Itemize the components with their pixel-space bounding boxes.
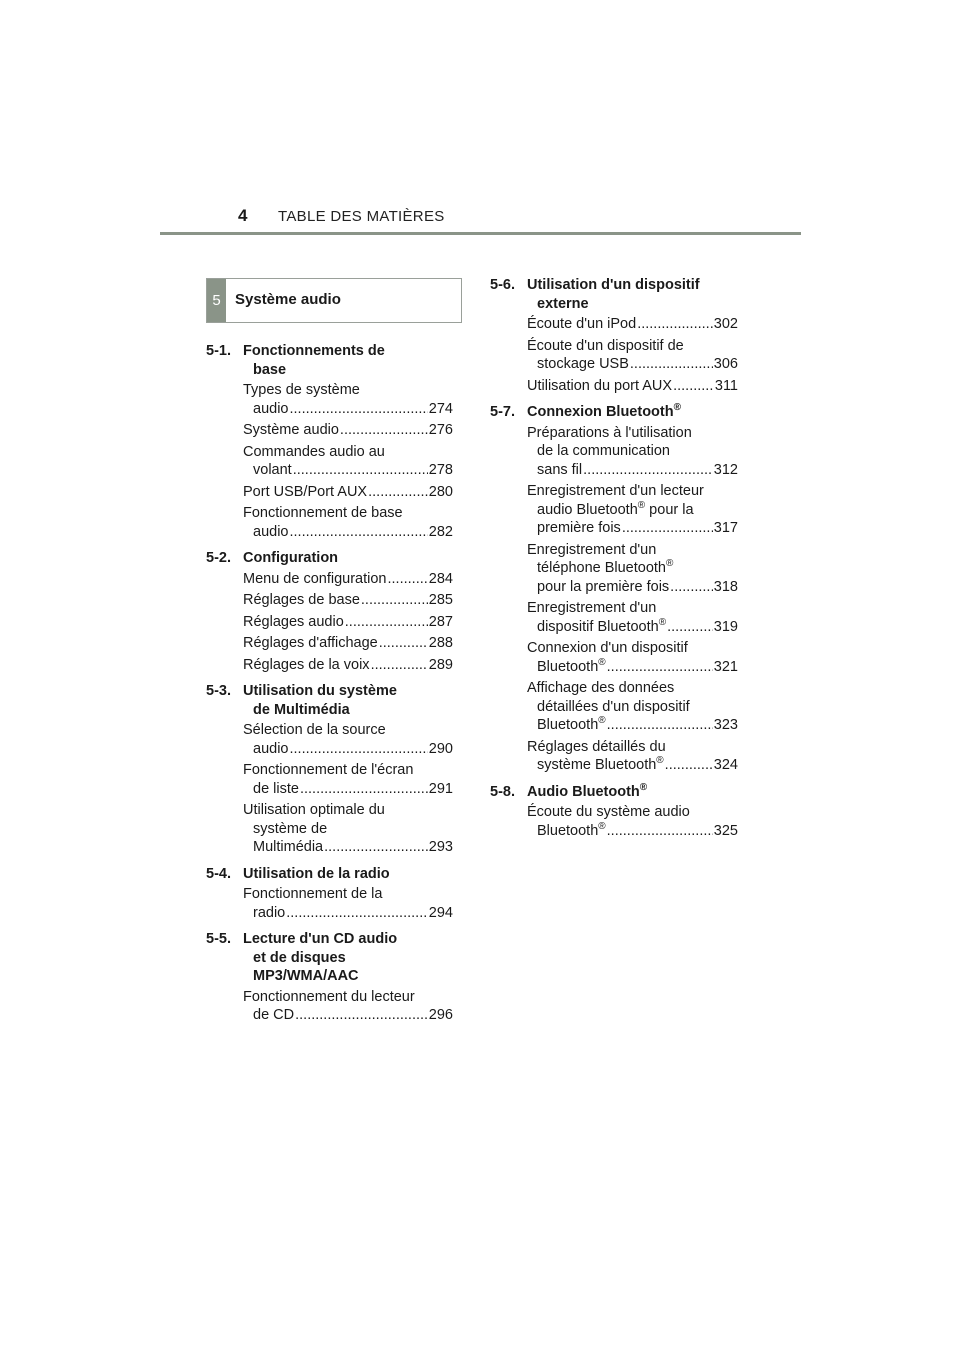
entry-text: Utilisation du port AUX [527,377,673,394]
entry-text: Écoute d'un iPod [527,316,637,332]
page-ref: 285 [428,592,453,608]
entry-text: Bluetooth® [537,715,606,733]
toc-chapter-5-7[interactable] [490,403,738,422]
page-ref: 278 [428,462,453,478]
entry-text: dispositif Bluetooth® [537,616,667,635]
toc-chapter-5-1[interactable] [206,342,453,379]
toc-entry[interactable] [243,634,453,653]
entry-text: Bluetooth® [537,820,606,839]
entry-text: Préparations à l'utilisation [527,424,692,441]
toc-entry[interactable] [527,541,738,597]
chapter-title: Fonctionnements de base [243,343,385,378]
toc-entry[interactable] [527,315,738,334]
toc-entry[interactable] [243,483,453,502]
toc-entry[interactable] [527,639,738,676]
entry-text: Écoute d'un dispositif de [527,337,684,354]
page-ref: 276 [428,422,453,438]
entry-text: Menu de configuration [243,570,387,587]
toc-entry[interactable] [243,504,453,541]
page-ref: 321 [713,658,738,675]
entry-text: système Bluetooth® [537,755,664,773]
chapter-title: Configuration [243,550,339,566]
chapter-title: Connexion Bluetooth® [527,402,681,420]
toc-chapter-5-4[interactable] [206,865,453,884]
chapter-title: Lecture d'un CD audio et de disques MP3/WMA/AAC [243,931,398,984]
entry-text: Réglages détaillés du [527,738,666,755]
entry-text: de liste [253,780,299,797]
section-number-tab: 5 [207,279,226,322]
entry-text: système de [253,820,328,837]
page-ref: 274 [428,400,453,417]
entry-text: audio Bluetooth® pour la [537,499,694,518]
registered-mark: ® [658,616,667,628]
section-heading [206,278,462,323]
toc-entry[interactable] [243,613,453,632]
toc-right-column [490,276,738,840]
page-ref: 323 [713,717,738,733]
entry-text: Enregistrement d'un lecteur [527,483,704,499]
entry-text: Types de système [243,382,360,398]
page-ref: 289 [428,656,453,673]
registered-mark: ® [637,499,646,511]
entry-text: audio [253,740,289,757]
page-ref: 288 [428,635,453,651]
page-ref: 291 [428,780,453,797]
entry-text: Réglages audio [243,613,344,630]
entry-text: Réglages d'affichage [243,635,378,651]
page-ref: 312 [713,461,738,478]
toc-entry[interactable] [527,337,738,374]
registered-mark: ® [656,755,664,766]
entry-text: Enregistrement d'un [527,541,657,558]
entry-text: Écoute du système audio [527,804,690,820]
toc-chapter-5-6[interactable] [490,276,738,313]
page-ref: 293 [428,839,453,855]
chapter-title: Audio Bluetooth® [527,781,648,800]
entry-text: Connexion d'un dispositif [527,640,688,656]
page-ref: 290 [428,740,453,757]
toc-entry[interactable] [527,738,738,775]
page-ref: 287 [428,613,453,630]
entry-text: pour la première fois [537,578,670,595]
registered-mark: ® [598,656,606,668]
entry-text: Bluetooth® [537,656,606,675]
page-ref: 302 [713,316,738,332]
page-header [160,205,800,233]
page-ref: 318 [713,578,738,595]
toc-left-column [206,342,453,1025]
section-title: Système audio [235,291,341,308]
page-ref: 282 [428,523,453,540]
chapter-number: 5-7. [490,404,515,420]
toc-chapter-5-2[interactable] [206,549,453,568]
toc-entry[interactable] [527,679,738,735]
entry-text: Sélection de la source [243,722,386,738]
entry-text: téléphone Bluetooth® [537,558,674,576]
chapter-title: Utilisation de la radio [243,865,390,882]
entry-text: Système audio [243,422,339,438]
page-ref: 324 [713,757,738,773]
page-ref: 280 [428,483,453,500]
chapter-number: 5-6. [490,277,515,293]
registered-mark: ® [598,715,606,726]
chapter-number: 5-4. [206,865,231,882]
toc-chapter-5-8[interactable] [490,783,738,802]
toc-entry[interactable] [243,801,453,857]
toc-entry[interactable] [243,761,453,798]
toc-chapter-5-5[interactable] [206,930,453,986]
entry-text: de la communication [537,443,670,459]
chapter-number: 5-2. [206,550,231,566]
entry-text: Port USB/Port AUX [243,483,368,500]
chapter-title: Utilisation du système de Multimédia [243,683,397,718]
toc-entry[interactable] [243,381,453,418]
entry-text: sans fil [537,461,583,478]
entry-text: audio [253,400,289,417]
page-number: 4 [238,206,248,225]
page-ref: 296 [428,1007,453,1023]
toc-entry[interactable] [243,443,453,480]
entry-text: Enregistrement d'un [527,600,657,616]
chapter-number: 5-3. [206,683,231,699]
toc-entry[interactable] [243,656,453,675]
header-title: TABLE DES MATIÈRES [278,208,445,225]
toc-entry[interactable] [527,377,738,396]
entry-text: première fois [537,520,621,536]
page-ref: 294 [428,904,453,921]
toc-entry[interactable] [527,599,738,636]
toc-entry[interactable] [243,721,453,758]
header-rule [160,232,801,235]
toc-entry[interactable] [527,803,738,840]
page-ref: 311 [714,377,738,394]
toc-entry[interactable] [243,570,453,589]
entry-text: Fonctionnement de la [243,886,383,902]
chapter-number: 5-8. [490,783,515,800]
registered-mark: ® [666,558,674,569]
entry-text: Affichage des données [527,680,675,696]
entry-text: audio [253,523,289,540]
entry-text: Commandes audio au [243,443,385,460]
entry-text: Fonctionnement de base [243,505,403,521]
toc-entry[interactable] [243,591,453,610]
chapter-number: 5-5. [206,931,231,947]
chapter-number: 5-1. [206,343,231,359]
entry-text: Réglages de base [243,592,360,608]
entry-text: de CD [253,1007,295,1023]
entry-text: Multimédia [253,839,324,855]
toc-entry[interactable] [243,421,453,440]
chapter-title: Utilisation d'un dispositif externe [527,277,700,312]
entry-text: Fonctionnement de l'écran [243,762,414,778]
page-ref: 317 [713,520,738,536]
registered-mark: ® [673,402,681,413]
toc-chapter-5-3[interactable] [206,682,453,719]
page-ref: 306 [713,356,738,372]
toc-entry[interactable] [527,482,738,538]
page-ref: 284 [428,570,453,587]
entry-text: radio [253,904,286,921]
toc-entry[interactable] [527,424,738,480]
entry-text: Réglages de la voix [243,656,370,673]
page-ref: 319 [713,618,738,635]
registered-mark: ® [598,820,606,832]
entry-text: détaillées d'un dispositif [537,698,690,715]
entry-text: Fonctionnement du lecteur [243,988,415,1005]
entry-text: volant [253,462,292,478]
entry-text: stockage USB [537,356,629,372]
toc-entry[interactable] [243,885,453,922]
registered-mark: ® [639,781,648,793]
page-ref: 325 [713,822,738,839]
entry-text: Utilisation optimale du [243,802,385,818]
toc-entry[interactable] [243,988,453,1025]
